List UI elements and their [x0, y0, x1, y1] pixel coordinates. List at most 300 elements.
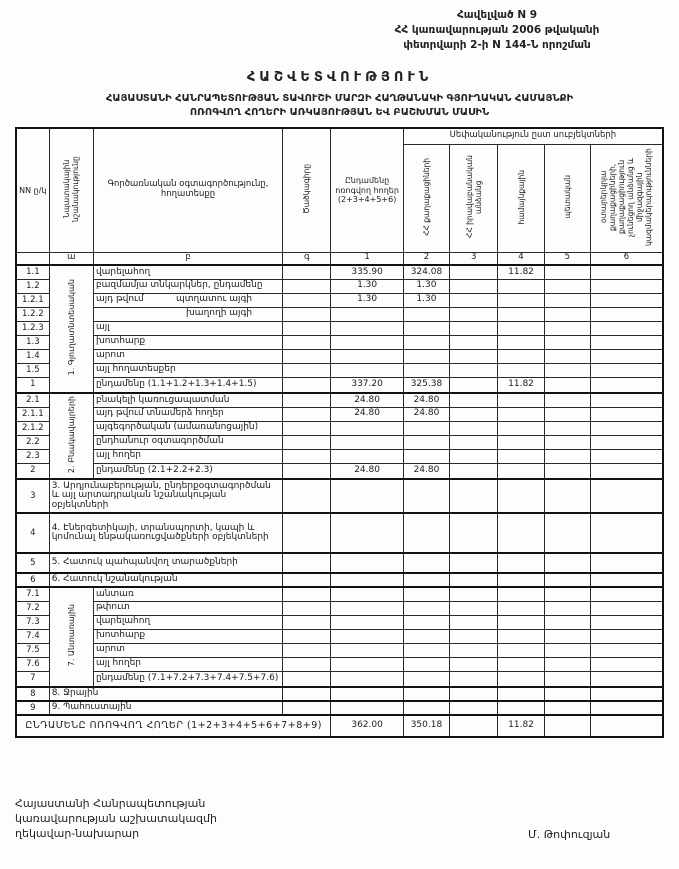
value-legal-entities: [450, 463, 498, 479]
header-subject-community: [498, 144, 544, 252]
value-citizens: [403, 435, 449, 449]
land-type-text: բնակելի կառուցապատման: [95, 394, 230, 405]
land-type-text: խոտհարք: [95, 630, 146, 641]
value-community: [498, 601, 544, 615]
value-citizens: [403, 553, 449, 573]
row-number: 3: [16, 479, 49, 513]
header-landtype: [93, 128, 282, 252]
value-legal-entities: [450, 307, 498, 321]
value-community: [498, 307, 544, 321]
value-total: 24.80: [331, 393, 403, 407]
value-community: 11.82: [498, 715, 544, 737]
value-foreign: [590, 479, 663, 513]
column-index: 1: [331, 252, 403, 265]
table-row: [16, 449, 663, 463]
value-state: [544, 601, 590, 615]
value-total: [331, 573, 403, 587]
land-type-text: ընդհանուր օգտագործման: [95, 436, 224, 447]
value-state: [544, 407, 590, 421]
land-type-label: [93, 643, 282, 657]
section-group-label: 7. Անտառային: [66, 604, 76, 667]
value-legal-entities: [450, 715, 498, 737]
value-state: [544, 363, 590, 377]
table-row: [16, 629, 663, 643]
row-number: 1.1: [16, 265, 49, 279]
value-community: [498, 293, 544, 307]
value-total: 24.80: [331, 463, 403, 479]
row-number: 1.3: [16, 335, 49, 349]
value-community: [498, 553, 544, 573]
table-row: [16, 279, 663, 293]
report-title: ՀԱՇՎԵՏՎՈՒԹՅՈՒՆ: [246, 70, 433, 85]
section-group-cell: [49, 265, 93, 393]
row-number: 2.1.1: [16, 407, 49, 421]
code-cell: [283, 307, 331, 321]
value-citizens: 1.30: [403, 279, 449, 293]
value-community: [498, 421, 544, 435]
code-cell: [283, 449, 331, 463]
value-community: [498, 687, 544, 701]
value-legal-entities: [450, 629, 498, 643]
value-legal-entities: [450, 349, 498, 363]
value-foreign: [590, 701, 663, 715]
row-number: 1.5: [16, 363, 49, 377]
table-row: [16, 377, 663, 393]
header-purpose-label: Նպատակային նշանակությունը: [62, 156, 81, 223]
land-type-text: այդ թվում: [95, 294, 144, 305]
value-citizens: [403, 335, 449, 349]
table-row: [16, 479, 663, 513]
value-state: [544, 463, 590, 479]
value-community: [498, 479, 544, 513]
table-row: [16, 463, 663, 479]
land-type-label: [93, 671, 282, 687]
header-nn-label: NN ը/կ: [19, 185, 47, 195]
table-row: [16, 435, 663, 449]
column-index: գ: [283, 252, 331, 265]
value-legal-entities: [450, 573, 498, 587]
grand-total-row: [16, 715, 663, 737]
section-group-label: 1. Գյուղատնտեսական: [66, 279, 76, 376]
value-foreign: [590, 553, 663, 573]
header-landtype-label: Գործառնական օգտագործությունը, հողատեսքը: [107, 179, 269, 200]
header-code: [283, 128, 331, 252]
row-number: 7.6: [16, 657, 49, 671]
value-foreign: [590, 615, 663, 629]
value-foreign: [590, 513, 663, 553]
code-cell: [283, 421, 331, 435]
value-state: [544, 671, 590, 687]
value-state: [544, 435, 590, 449]
row-number: 7.1: [16, 587, 49, 601]
column-index-row: [16, 252, 663, 265]
land-type-label: [93, 657, 282, 671]
code-cell: [283, 321, 331, 335]
header-subject-label: օտարերկրյա քաղաքացիների, քաղաքացիություն չունեցող անձանց և միջազգային կազմակերպությունների: [599, 148, 654, 246]
appendix-line: Հավելված N 9: [456, 9, 538, 21]
land-type-label: [93, 335, 282, 349]
row-number: 2.2: [16, 435, 49, 449]
land-type-label: [93, 629, 282, 643]
table-row: [16, 265, 663, 279]
value-community: [498, 335, 544, 349]
value-total: 337.20: [331, 377, 403, 393]
value-foreign: [590, 421, 663, 435]
value-citizens: [403, 701, 449, 715]
header-subject-label: համայնքային: [516, 169, 526, 225]
code-cell: [283, 615, 331, 629]
value-state: [544, 377, 590, 393]
land-type-text: վարելահող: [95, 616, 151, 627]
value-foreign: [590, 671, 663, 687]
table-row: [16, 293, 663, 307]
header-total-label: Ընդամենը ոռոգվող հողեր (2+3+4+5+6): [335, 176, 399, 204]
value-citizens: [403, 513, 449, 553]
column-index: 4: [498, 252, 544, 265]
table-row: [16, 513, 663, 553]
table-row: [16, 657, 663, 671]
value-legal-entities: [450, 363, 498, 377]
row-number: 7.5: [16, 643, 49, 657]
value-citizens: 1.30: [403, 293, 449, 307]
land-type-label: [93, 435, 282, 449]
row-number: 2: [16, 463, 49, 479]
land-type-label: [93, 293, 282, 307]
value-citizens: [403, 307, 449, 321]
code-cell: [283, 407, 331, 421]
column-index: 5: [544, 252, 590, 265]
value-foreign: [590, 601, 663, 615]
value-state: [544, 265, 590, 279]
appendix-reference: [338, 8, 656, 54]
code-cell: [283, 479, 331, 513]
value-legal-entities: [450, 377, 498, 393]
value-state: [544, 449, 590, 463]
signatory-title: ղեկավար-նախարար: [15, 826, 140, 840]
row-number: 6: [16, 573, 49, 587]
value-foreign: [590, 573, 663, 587]
value-legal-entities: [450, 407, 498, 421]
column-index: 2: [403, 252, 449, 265]
value-foreign: [590, 279, 663, 293]
row-number: 2.1.2: [16, 421, 49, 435]
land-type-text: այլ հողեր: [95, 450, 141, 461]
land-type-label: [93, 363, 282, 377]
value-state: [544, 307, 590, 321]
header-purpose: [49, 128, 93, 252]
table-row: [16, 349, 663, 363]
row-number: 1.2.2: [16, 307, 49, 321]
value-total: [331, 671, 403, 687]
row-number: 1: [16, 377, 49, 393]
header-subject-foreign: [590, 144, 663, 252]
land-type-text: այդ թվում տնամերձ հողեր: [95, 408, 224, 419]
code-cell: [283, 513, 331, 553]
value-total: [331, 657, 403, 671]
value-citizens: 24.80: [403, 393, 449, 407]
value-total: [331, 601, 403, 615]
value-community: [498, 587, 544, 601]
value-community: [498, 701, 544, 715]
column-index: 3: [450, 252, 498, 265]
section-group-label: 2. Բնակավայրերի: [66, 395, 76, 473]
code-cell: [283, 435, 331, 449]
value-community: [498, 363, 544, 377]
value-community: [498, 657, 544, 671]
signatory-line: Հայաստանի Հանրապետության: [15, 797, 206, 810]
value-foreign: [590, 335, 663, 349]
value-foreign: [590, 265, 663, 279]
value-legal-entities: [450, 687, 498, 701]
land-type-text: արոտ: [95, 644, 125, 655]
value-foreign: [590, 587, 663, 601]
table-row: [16, 573, 663, 587]
value-legal-entities: [450, 643, 498, 657]
value-community: [498, 629, 544, 643]
table-row: [16, 701, 663, 715]
header-subject-legal-entities: [450, 144, 498, 252]
value-community: [498, 393, 544, 407]
land-type-label: [93, 601, 282, 615]
value-legal-entities: [450, 279, 498, 293]
value-community: [498, 449, 544, 463]
land-type-text: արոտ: [95, 350, 125, 361]
value-legal-entities: [450, 321, 498, 335]
irrigated-lands-table: [15, 127, 664, 738]
value-foreign: [590, 293, 663, 307]
table-row: [16, 335, 663, 349]
row-number: 7.3: [16, 615, 49, 629]
value-total: [331, 479, 403, 513]
value-community: [498, 643, 544, 657]
row-number: 8: [16, 687, 49, 701]
code-cell: [283, 265, 331, 279]
land-type-text: խոտհարք: [95, 336, 146, 347]
row-number: 5: [16, 553, 49, 573]
value-state: [544, 293, 590, 307]
value-state: [544, 553, 590, 573]
land-type-text: անտառ: [95, 588, 134, 599]
value-citizens: [403, 643, 449, 657]
value-citizens: [403, 615, 449, 629]
value-state: [544, 513, 590, 553]
value-foreign: [590, 449, 663, 463]
value-legal-entities: [450, 553, 498, 573]
value-legal-entities: [450, 587, 498, 601]
value-foreign: [590, 643, 663, 657]
value-legal-entities: [450, 479, 498, 513]
header-ownership-label: Սեփականություն ըստ սուբյեկտների: [449, 130, 617, 141]
value-foreign: [590, 363, 663, 377]
value-foreign: [590, 307, 663, 321]
row-number: 1.2: [16, 279, 49, 293]
header-subject-state: [544, 144, 590, 252]
value-foreign: [590, 393, 663, 407]
value-citizens: [403, 671, 449, 687]
code-cell: [283, 657, 331, 671]
table-row: [16, 687, 663, 701]
land-type-text: թփուտ: [95, 602, 130, 613]
land-type-subtext: պտղատու այգի: [176, 294, 253, 305]
value-total: 1.30: [331, 279, 403, 293]
row-number: 9: [16, 701, 49, 715]
value-community: [498, 671, 544, 687]
code-cell: [283, 363, 331, 377]
value-citizens: 324.08: [403, 265, 449, 279]
table-row: [16, 407, 663, 421]
value-foreign: [590, 715, 663, 737]
row-number: 7: [16, 671, 49, 687]
value-citizens: [403, 587, 449, 601]
value-total: [331, 307, 403, 321]
land-type-text: ընդամենը (1.1+1.2+1.3+1.4+1.5): [95, 379, 257, 390]
value-foreign: [590, 629, 663, 643]
column-index: [16, 252, 49, 265]
signatory-block: [15, 797, 415, 842]
code-cell: [283, 701, 331, 715]
value-community: [498, 573, 544, 587]
land-type-text: ընդամենը (2.1+2.2+2.3): [95, 465, 213, 476]
table-row: [16, 553, 663, 573]
land-type-label: [93, 587, 282, 601]
header-code-label: Ծածկագիրը: [302, 164, 312, 214]
value-citizens: 350.18: [403, 715, 449, 737]
header-subject-label: պետական: [562, 175, 572, 219]
value-state: [544, 701, 590, 715]
value-state: [544, 715, 590, 737]
code-cell: [283, 349, 331, 363]
value-citizens: [403, 629, 449, 643]
land-type-label: [93, 321, 282, 335]
value-total: [331, 349, 403, 363]
row-number: 7.2: [16, 601, 49, 615]
code-cell: [283, 293, 331, 307]
section-group-cell: [49, 587, 93, 687]
value-community: [498, 615, 544, 629]
value-total: [331, 513, 403, 553]
value-legal-entities: [450, 265, 498, 279]
row-number: 1.2.3: [16, 321, 49, 335]
row-number: 7.4: [16, 629, 49, 643]
value-state: [544, 629, 590, 643]
row-number: 2.3: [16, 449, 49, 463]
value-community: [498, 407, 544, 421]
value-total: [331, 553, 403, 573]
appendix-line: փետրվարի 2-ի N 144-Ն որոշման: [403, 39, 591, 52]
value-total: [331, 587, 403, 601]
value-legal-entities: [450, 421, 498, 435]
table-header: [16, 128, 663, 265]
value-community: 11.82: [498, 377, 544, 393]
value-community: [498, 321, 544, 335]
value-citizens: [403, 321, 449, 335]
value-total: 1.30: [331, 293, 403, 307]
land-type-text: այլ: [95, 322, 110, 333]
land-type-label: [93, 307, 282, 321]
code-cell: [283, 587, 331, 601]
land-type-text: վարելահող: [95, 266, 151, 277]
value-total: [331, 363, 403, 377]
value-community: [498, 349, 544, 363]
land-type-label: 5. Հատուկ պահպանվող տարածքների: [49, 553, 282, 573]
table-row: [16, 643, 663, 657]
value-citizens: [403, 573, 449, 587]
land-type-label: [93, 407, 282, 421]
value-state: [544, 587, 590, 601]
value-legal-entities: [450, 615, 498, 629]
value-citizens: [403, 601, 449, 615]
land-type-label: 8. Ջրային: [49, 687, 282, 701]
value-legal-entities: [450, 293, 498, 307]
column-index: բ: [93, 252, 282, 265]
table-row: [16, 321, 663, 335]
row-number: 1.2.1: [16, 293, 49, 307]
value-citizens: [403, 657, 449, 671]
header-subject-label: ՀՀ քաղաքացիների: [421, 157, 431, 236]
value-legal-entities: [450, 701, 498, 715]
table-row: [16, 421, 663, 435]
value-citizens: [403, 421, 449, 435]
section-group-cell: [49, 393, 93, 479]
value-foreign: [590, 377, 663, 393]
value-total: [331, 335, 403, 349]
land-type-text: ընդամենը (7.1+7.2+7.3+7.4+7.5+7.6): [95, 673, 279, 684]
value-state: [544, 657, 590, 671]
land-type-label: [93, 421, 282, 435]
value-legal-entities: [450, 435, 498, 449]
value-citizens: 24.80: [403, 463, 449, 479]
report-subtitle-community: ՀԱՅԱՍՏԱՆԻ ՀԱՆՐԱՊԵՏՈՒԹՅԱՆ ՏԱՎՈՒՇԻ ՄԱՐԶԻ ՀԱՂԹԱՆԱԿԻ ԳՅՈՒՂԱԿԱՆ ՀԱՄԱՅՆՔԻ: [105, 93, 574, 104]
land-type-label: [93, 377, 282, 393]
value-state: [544, 349, 590, 363]
value-total: [331, 615, 403, 629]
value-citizens: [403, 687, 449, 701]
code-cell: [283, 643, 331, 657]
value-state: [544, 573, 590, 587]
value-state: [544, 615, 590, 629]
row-number: 4: [16, 513, 49, 553]
grand-total-label: ԸՆԴԱՄԵՆԸ ՈՌՈԳՎՈՂ ՀՈՂԵՐ (1+2+3+4+5+6+7+8+9): [16, 715, 331, 737]
column-index: ա: [49, 252, 93, 265]
value-community: [498, 513, 544, 553]
value-community: [498, 435, 544, 449]
code-cell: [283, 553, 331, 573]
value-state: [544, 643, 590, 657]
code-cell: [283, 335, 331, 349]
value-citizens: [403, 479, 449, 513]
land-type-label: 9. Պահուստային: [49, 701, 282, 715]
table-row: [16, 393, 663, 407]
code-cell: [283, 463, 331, 479]
code-cell: [283, 629, 331, 643]
appendix-line: ՀՀ կառավարության 2006 թվականի: [394, 24, 600, 37]
signature-name: Մ. Թոփուզյան: [528, 828, 611, 841]
value-state: [544, 687, 590, 701]
row-number: 1.4: [16, 349, 49, 363]
header-subject-label: ՀՀ իրավաբանական անձանց: [464, 155, 483, 239]
value-community: [498, 279, 544, 293]
table-row: [16, 601, 663, 615]
value-total: 362.00: [331, 715, 403, 737]
land-type-label: [93, 349, 282, 363]
column-index: 6: [590, 252, 663, 265]
value-state: [544, 393, 590, 407]
signatory-line: կառավարության աշխատակազմի: [15, 811, 217, 825]
table-row: [16, 307, 663, 321]
value-legal-entities: [450, 449, 498, 463]
value-community: 11.82: [498, 265, 544, 279]
header-nn: [16, 128, 49, 252]
